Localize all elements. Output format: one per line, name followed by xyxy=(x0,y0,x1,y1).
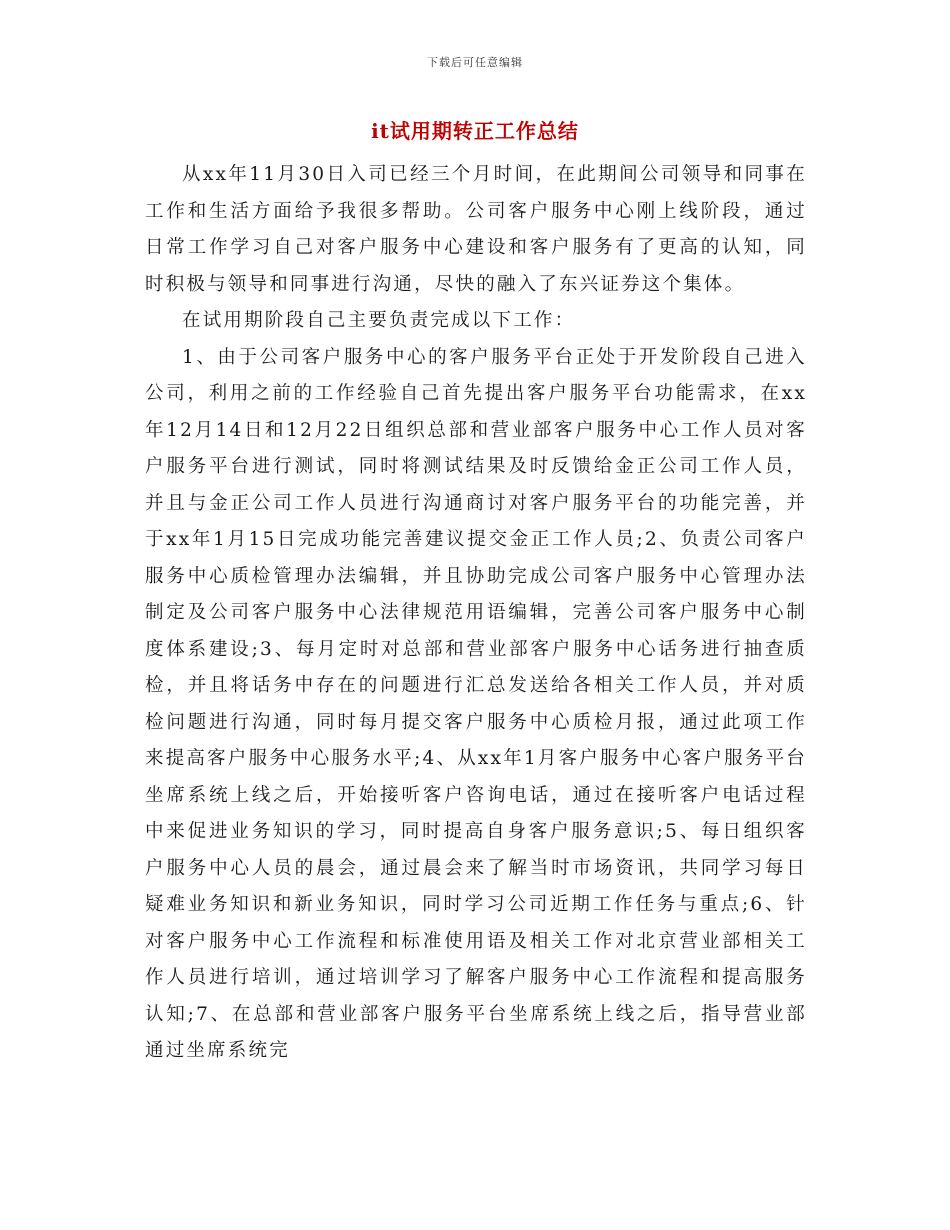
document-body xyxy=(145,157,807,1070)
document-title: it试用期转正工作总结 xyxy=(371,119,579,143)
paragraph-work-list: 1、由于公司客户服务中心的客户服务平台正处于开发阶段自己进入公司，利用之前的工作经验自己首先提出客户服务平台功能需求，在xx年12月14日和12月22日组织总部和营业部客户服务中心工作人员对客户服务平台进行测试，同时将测试结果及时反馈给金正公司工作人员，并且与金正公司工作人员进行沟通商讨对客户服务平台的功能完善，并于xx年1月15日完成功能完善建议提交金正工作人员;2、负责公司客户服务中心质检管理办法编辑，并且协助完成公司客户服务中心管理办法制定及公司客户服务中心法律规范用语编辑，完善公司客户服务中心制度体系建设;3、每月定时对总部和营业部客户服务中心话务进行抽查质检，并且将话务中存在的问题进行汇总发送给各相关工作人员，并对质检问题进行沟通，同时每月提交客户服务中心质检月报，通过此项工作来提高客户服务中心服务水平;4、从xx年1月客户服务中心客户服务平台坐席系统上线之后，开始接听客户咨询电话，通过在接听客户电话过程中来促进业务知识的学习，同时提高自身客户服务意识;5、每日组织客户服务中心人员的晨会，通过晨会来了解当时市场资讯，共同学习每日疑难业务知识和新业务知识，同时学习公司近期工作任务与重点;6、针对客户服务中心工作流程和标准使用语及相关工作对北京营业部相关工作人员进行培训，通过培训学习了解客户服务中心工作流程和提高服务认知;7、在总部和营业部客户服务平台坐席系统上线之后，指导营业部通过坐席系统完 xyxy=(145,346,807,1061)
header-note: 下载后可任意编辑 xyxy=(427,56,523,69)
paragraph-intro: 从xx年11月30日入司已经三个月时间，在此期间公司领导和同事在工作和生活方面给予我很多帮助。公司客户服务中心刚上线阶段，通过日常工作学习自己对客户服务中心建设和客户服务有了更高的认知，同时积极与领导和同事进行沟通，尽快的融入了东兴证券这个集体。 xyxy=(145,164,807,295)
paragraph-work-heading: 在试用期阶段自己主要负责完成以下工作： xyxy=(182,310,576,331)
